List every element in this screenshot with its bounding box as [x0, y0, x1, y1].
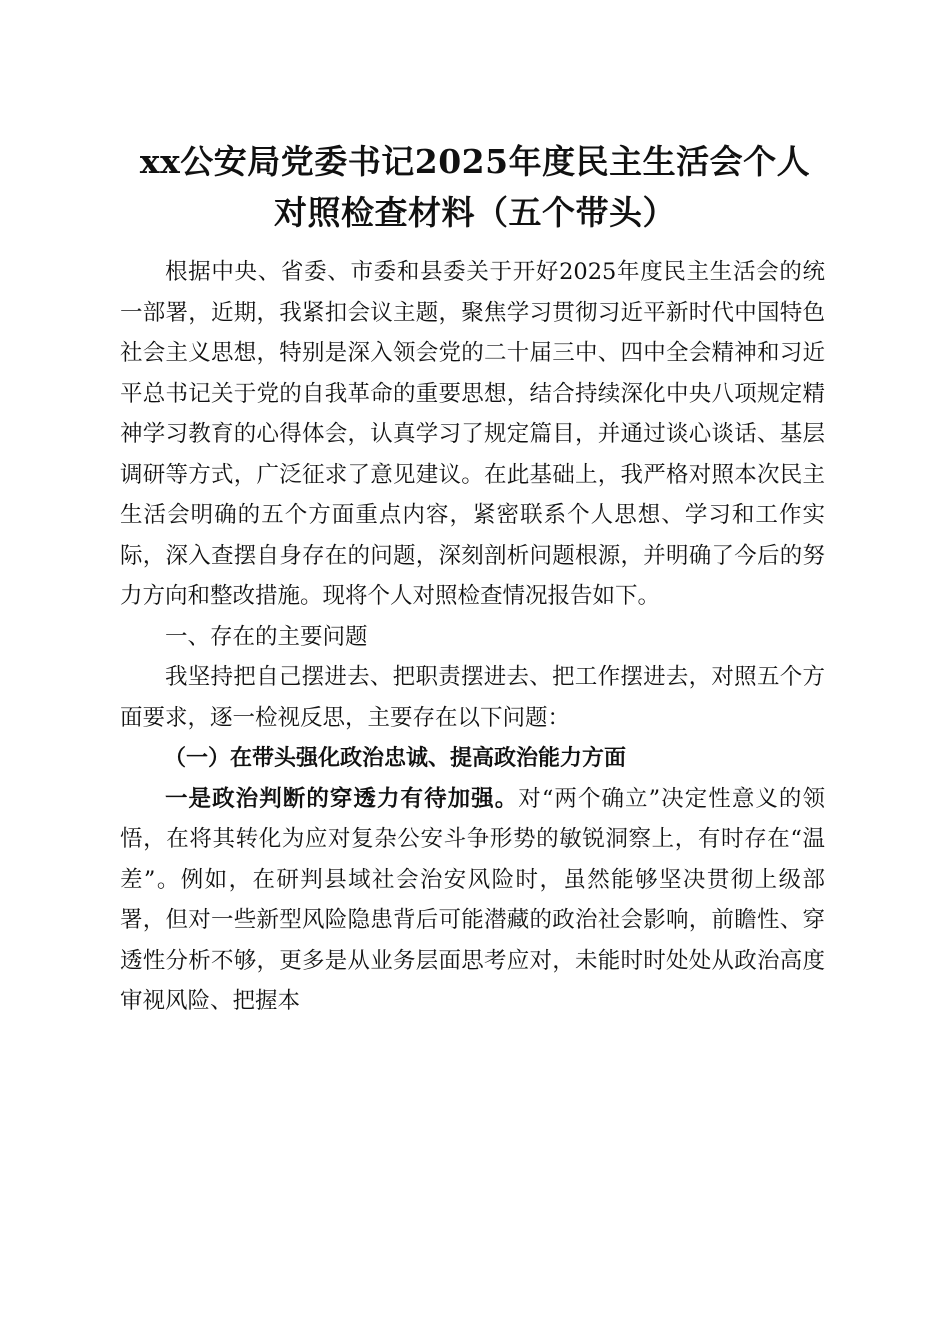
point-lead-sentence: 一是政治判断的穿透力有待加强。	[165, 785, 519, 812]
document-title	[100, 136, 850, 238]
section-heading-main-problems: 一、存在的主要问题	[165, 623, 368, 650]
point-paragraph	[120, 779, 825, 1022]
point-body-text: 对“两个确立”决定性意义的领悟，在将其转化为应对复杂公安斗争形势的敏锐洞察上，有时存在“温差”。例如，在研判县域社会治安风险时，虽然能够坚决贯彻上级部署，但对一些新型风险隐患背后可能潜藏的政治社会影响，前瞻性、穿透性分析不够，更多是从业务层面思考应对，未能时时处处从政治高度审视风险、把握本	[120, 785, 825, 1014]
subsection-heading-political-loyalty: （一）在带头强化政治忠诚、提高政治能力方面	[164, 745, 627, 771]
document-body	[120, 252, 825, 1022]
document-title-line-1: xx公安局党委书记2025年度民主生活会个人	[139, 142, 811, 181]
section-intro-paragraph: 我坚持把自己摆进去、把职责摆进去、把工作摆进去，对照五个方面要求，逐一检视反思，主要存在以下问题：	[120, 664, 825, 731]
document-title-line-2: 对照检查材料（五个带头）	[274, 193, 676, 232]
intro-paragraph: 根据中央、省委、市委和县委关于开好2025年度民主生活会的统一部署，近期，我紧扣会议主题，聚焦学习贯彻习近平新时代中国特色社会主义思想，特别是深入领会党的二十届三中、四中全会精神和习近平总书记关于党的自我革命的重要思想，结合持续深化中央八项规定精神学习教育的心得体会，认真学习了规定篇目，并通过谈心谈话、基层调研等方式，广泛征求了意见建议。在此基础上，我严格对照本次民主生活会明确的五个方面重点内容，紧密联系个人思想、学习和工作实际，深入查摆自身存在的问题，深刻剖析问题根源，并明确了今后的努力方向和整改措施。现将个人对照检查情况报告如下。	[120, 259, 825, 609]
